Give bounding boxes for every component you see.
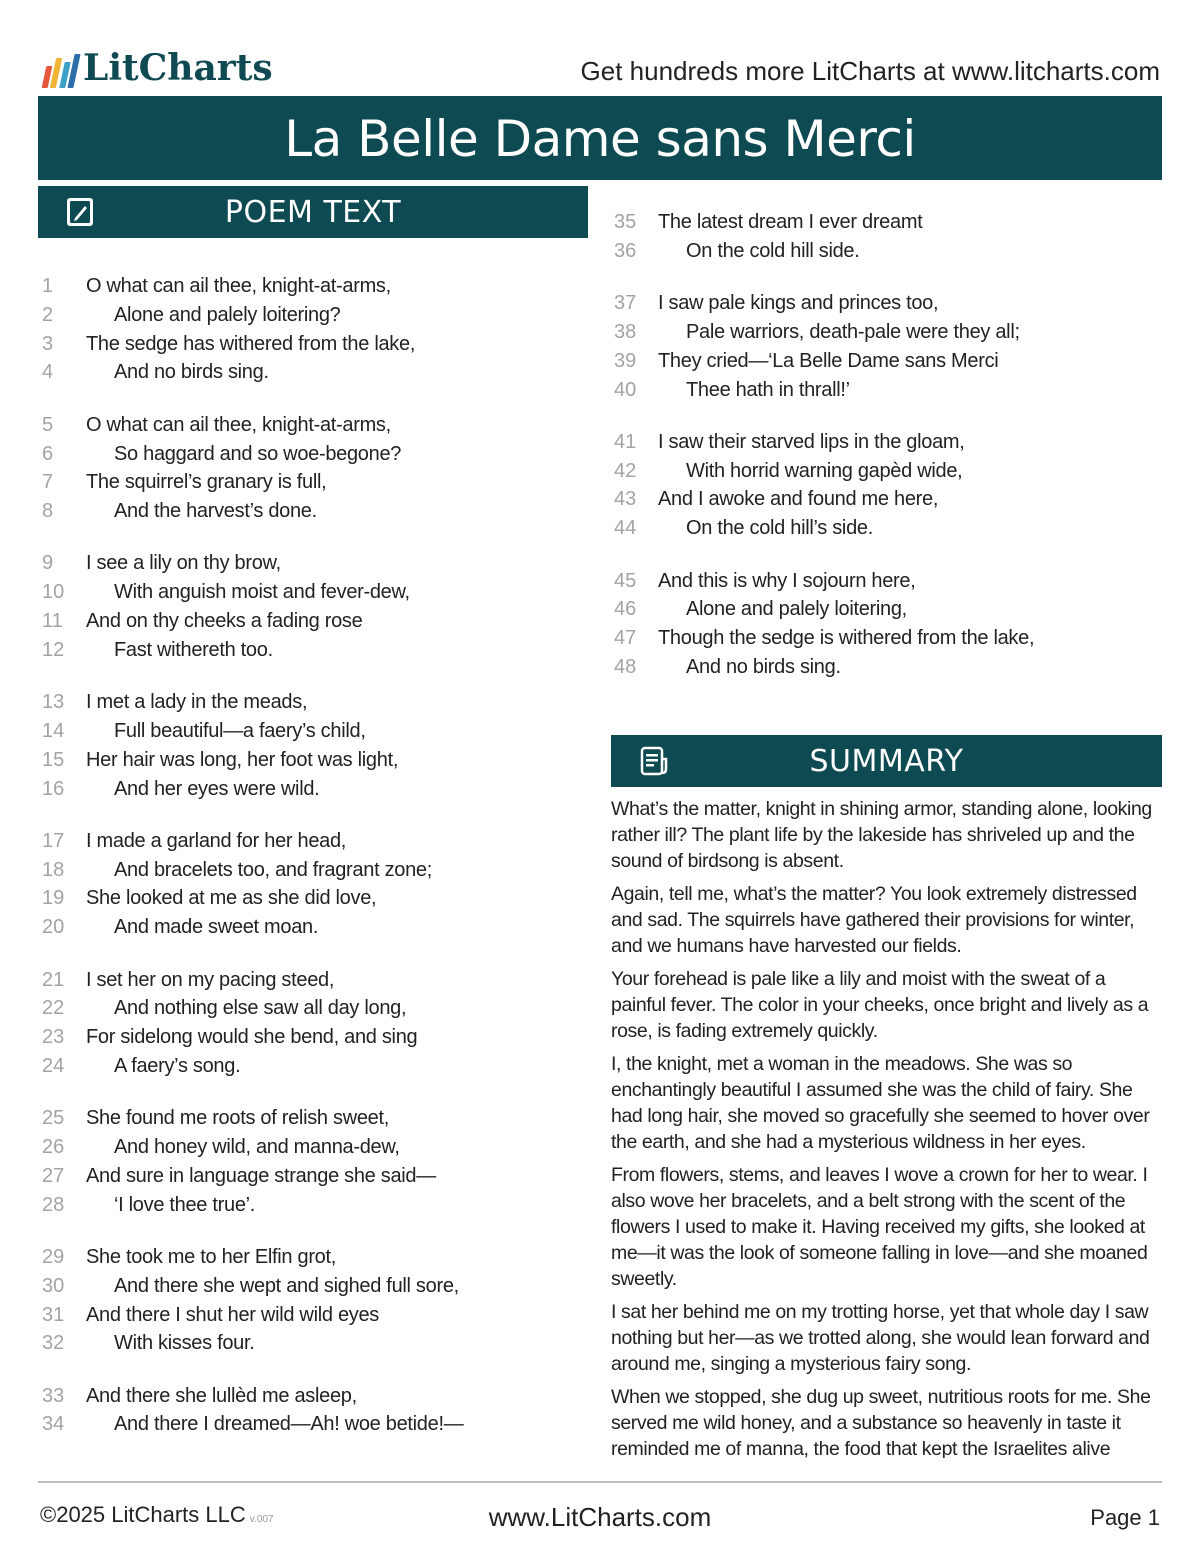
- line-number: 40: [614, 378, 637, 401]
- line-text: And there she wept and sighed full sore,: [114, 1274, 459, 1297]
- summary-paragraph: When we stopped, she dug up sweet, nutritious roots for me. She served me wild honey, and a substance so heavenly in taste it reminded me of manna, the food that kept the Israelites alive: [611, 1386, 1151, 1458]
- poem-line: [42, 1191, 582, 1219]
- poem-line: [614, 457, 1154, 485]
- line-number: 35: [614, 211, 637, 233]
- line-number: 34: [42, 1413, 65, 1436]
- poem-line: [42, 884, 582, 912]
- poem-line: [42, 994, 582, 1022]
- line-text: I saw pale kings and princes too,: [658, 292, 939, 315]
- line-number: 25: [42, 1107, 65, 1130]
- poem-line: [42, 717, 582, 745]
- line-text: Alone and palely loitering?: [114, 303, 341, 326]
- line-text: So haggard and so woe-begone?: [114, 442, 402, 465]
- line-number: 29: [42, 1245, 65, 1268]
- line-number: 17: [42, 829, 65, 852]
- line-number: 14: [42, 719, 65, 742]
- poem-line: [42, 301, 582, 329]
- line-text: With anguish moist and fever-dew,: [114, 581, 410, 604]
- title-bar: [38, 98, 1162, 180]
- line-text: She took me to her Elfin grot,: [86, 1245, 337, 1268]
- line-number: 41: [614, 430, 637, 453]
- poem-line: [42, 272, 582, 300]
- poem-line: [42, 578, 582, 606]
- line-text: I set her on my pacing steed,: [86, 968, 335, 991]
- line-text: With horrid warning gapèd wide,: [686, 459, 963, 482]
- litcharts-logo[interactable]: [44, 48, 273, 88]
- line-text: ‘I love thee true’.: [114, 1193, 256, 1216]
- version-text: v.007: [249, 1514, 274, 1525]
- poem-line: [42, 497, 582, 525]
- poem-line: [42, 440, 582, 468]
- line-number: 16: [42, 777, 65, 800]
- poem-line: [42, 549, 582, 577]
- line-text: Fast withereth too.: [114, 638, 273, 661]
- poem-text-heading: POEM TEXT: [224, 194, 402, 230]
- line-text: I saw their starved lips in the gloam,: [658, 430, 965, 453]
- footer-rule: [38, 1481, 1162, 1483]
- poem-line: [614, 653, 1154, 681]
- line-text: And there she lullèd me asleep,: [86, 1384, 357, 1407]
- summary-paragraph: Your forehead is pale like a lily and moist with the sweat of a painful fever. The color in your cheeks, once bright and lively as a rose, is fading extremely quickly.: [611, 968, 1149, 1042]
- summary-paragraph: I sat her behind me on my trotting horse, yet that whole day I saw nothing but her—as we trotted along, she would lean forward and around me, singing a mysterious fairy song.: [611, 1301, 1150, 1375]
- line-text: On the cold hill’s side.: [686, 517, 873, 540]
- poem-line: [614, 347, 1154, 375]
- poem-line: [42, 468, 582, 496]
- logo-text: LitCharts: [83, 47, 273, 89]
- line-text: And this is why I sojourn here,: [658, 569, 916, 592]
- page-header: [38, 44, 1162, 98]
- line-text: With kisses four.: [114, 1332, 255, 1355]
- poem-line: [614, 624, 1154, 652]
- poem-line: [42, 1133, 582, 1161]
- line-number: 22: [42, 997, 65, 1020]
- poem-line: [42, 1301, 582, 1329]
- poem-line: [42, 1243, 582, 1271]
- line-text: And made sweet moan.: [114, 916, 319, 939]
- line-number: 43: [614, 488, 637, 511]
- line-number: 24: [42, 1054, 65, 1077]
- poem-line: [42, 966, 582, 994]
- poem-line: [42, 856, 582, 884]
- line-number: 48: [614, 655, 637, 678]
- line-text: And the harvest’s done.: [114, 500, 317, 523]
- poem-line: [614, 289, 1154, 317]
- poem-line: [42, 330, 582, 358]
- line-number: 31: [42, 1303, 65, 1326]
- line-text: The sedge has withered from the lake,: [86, 332, 416, 355]
- line-text: A faery’s song.: [114, 1054, 241, 1077]
- summary-body: [611, 796, 1163, 1458]
- line-number: 26: [42, 1136, 65, 1158]
- line-number: 46: [614, 598, 637, 621]
- copyright-text: ©2025 LitCharts LLC: [40, 1502, 246, 1527]
- line-text: Though the sedge is withered from the lake,: [658, 627, 1035, 650]
- line-number: 33: [42, 1384, 65, 1407]
- line-text: For sidelong would she bend, and sing: [86, 1026, 418, 1049]
- poem-line: [614, 208, 1154, 236]
- poem-line: [42, 1104, 582, 1132]
- poem-line: [614, 567, 1154, 595]
- poem-line: [42, 607, 582, 635]
- poem-line: [42, 1382, 582, 1410]
- poem-line: [42, 1410, 582, 1438]
- poem-line: [42, 358, 582, 386]
- poem-line: [614, 376, 1154, 404]
- summary-paragraph: What’s the matter, knight in shining armor, standing alone, looking rather ill? The plant life by the lakeside has shriveled up and the sound of birdsong is absent.: [611, 798, 1152, 872]
- poem-line: [42, 411, 582, 439]
- line-number: 4: [42, 361, 54, 384]
- poem-line: [614, 595, 1154, 623]
- summary-header: [611, 735, 1162, 787]
- line-text: Pale warriors, death-pale were they all;: [686, 320, 1020, 343]
- line-number: 9: [42, 552, 54, 575]
- line-number: 3: [42, 332, 54, 355]
- line-number: 38: [614, 320, 637, 343]
- line-number: 13: [42, 691, 65, 714]
- summary-heading: SUMMARY: [809, 743, 964, 779]
- line-number: 2: [42, 303, 54, 326]
- poem-line: [42, 636, 582, 664]
- line-number: 27: [42, 1164, 65, 1187]
- line-text: And I awoke and found me here,: [658, 488, 939, 511]
- poem-line: [42, 1023, 582, 1051]
- line-number: 28: [42, 1193, 65, 1216]
- line-text: Full beautiful—a faery’s child,: [114, 719, 366, 742]
- line-text: I met a lady in the meads,: [86, 691, 308, 714]
- line-number: 30: [42, 1274, 65, 1297]
- poem-line: [614, 237, 1154, 265]
- line-text: I see a lily on thy brow,: [86, 552, 281, 575]
- poem-line: [42, 1052, 582, 1080]
- line-number: 44: [614, 517, 637, 540]
- line-number: 19: [42, 887, 65, 910]
- line-number: 45: [614, 569, 637, 592]
- poem-line: [614, 318, 1154, 346]
- line-number: 18: [42, 858, 65, 881]
- line-text: And nothing else saw all day long,: [114, 997, 407, 1020]
- line-number: 20: [42, 916, 65, 939]
- poem-line: [614, 428, 1154, 456]
- line-text: I made a garland for her head,: [86, 829, 347, 852]
- line-number: 42: [614, 459, 637, 482]
- line-number: 11: [42, 610, 63, 632]
- line-text: O what can ail thee, knight-at-arms,: [86, 413, 391, 436]
- line-number: 36: [614, 239, 637, 262]
- line-text: O what can ail thee, knight-at-arms,: [86, 275, 391, 297]
- line-number: 39: [614, 349, 637, 372]
- line-number: 37: [614, 292, 637, 315]
- line-text: She looked at me as she did love,: [86, 887, 377, 910]
- line-text: She found me roots of relish sweet,: [86, 1107, 389, 1130]
- line-text: The latest dream I ever dreamt: [658, 211, 923, 233]
- poem-text-header: [38, 186, 588, 238]
- line-number: 32: [42, 1332, 65, 1355]
- poem-line: [42, 1329, 582, 1357]
- line-text: They cried—‘La Belle Dame sans Merci: [658, 349, 999, 372]
- line-text: And on thy cheeks a fading rose: [86, 610, 363, 632]
- line-number: 1: [42, 275, 54, 297]
- header-tagline[interactable]: Get hundreds more LitCharts at www.litcharts.com: [580, 56, 1160, 86]
- line-number: 12: [42, 638, 65, 661]
- line-number: 47: [614, 627, 637, 650]
- line-number: 6: [42, 442, 54, 465]
- page-title: La Belle Dame sans Merci: [284, 110, 916, 168]
- line-text: And there I shut her wild wild eyes: [86, 1303, 379, 1326]
- poem-line: [42, 746, 582, 774]
- line-text: Her hair was long, her foot was light,: [86, 748, 399, 771]
- line-text: And bracelets too, and fragrant zone;: [114, 858, 433, 881]
- line-text: And sure in language strange she said—: [86, 1164, 436, 1187]
- line-text: And no birds sing.: [114, 361, 269, 384]
- line-number: 8: [42, 500, 54, 523]
- footer-copyright: [40, 1502, 274, 1528]
- poem-line: [42, 913, 582, 941]
- line-text: And honey wild, and manna-dew,: [114, 1136, 400, 1158]
- poem-line: [42, 688, 582, 716]
- logo-bars-icon: [44, 54, 77, 88]
- line-number: 7: [42, 471, 54, 494]
- line-number: 21: [42, 968, 65, 991]
- line-text: And no birds sing.: [686, 655, 841, 678]
- line-number: 23: [42, 1026, 65, 1049]
- footer-page-number: Page 1: [1090, 1505, 1160, 1530]
- poem-line: [42, 827, 582, 855]
- poem-line: [42, 1272, 582, 1300]
- line-text: Thee hath in thrall!’: [686, 378, 850, 401]
- line-text: The squirrel’s granary is full,: [86, 471, 327, 494]
- summary-paragraph: Again, tell me, what’s the matter? You look extremely distressed and sad. The squirrels have gathered their provisions for winter, and we humans have harvested our fields.: [611, 883, 1137, 957]
- poem-line: [42, 775, 582, 803]
- poem-line: [42, 1162, 582, 1190]
- line-text: On the cold hill side.: [686, 239, 860, 262]
- line-text: And her eyes were wild.: [114, 777, 320, 800]
- line-number: 15: [42, 748, 65, 771]
- line-number: 5: [42, 413, 54, 436]
- line-number: 10: [42, 581, 65, 604]
- line-text: And there I dreamed—Ah! woe betide!—: [114, 1413, 464, 1436]
- poem-line: [614, 485, 1154, 513]
- poem-line: [614, 514, 1154, 542]
- footer-site-link[interactable]: www.LitCharts.com: [488, 1502, 712, 1532]
- summary-paragraph: From flowers, stems, and leaves I wove a crown for her to wear. I also wove her bracelets, and a belt strong with the scent of the flowers I used to make it. Having received my gifts, she looked at me—it was the look of someone falling in love—and she moaned sweetly.: [611, 1164, 1148, 1290]
- line-text: Alone and palely loitering,: [686, 598, 907, 621]
- summary-paragraph: I, the knight, met a woman in the meadows. She was so enchantingly beautiful I assumed she was the child of fairy. She had long hair, she moved so gracefully she seemed to hover over the earth, and she had a mysterious wildness in her eyes.: [611, 1053, 1150, 1153]
